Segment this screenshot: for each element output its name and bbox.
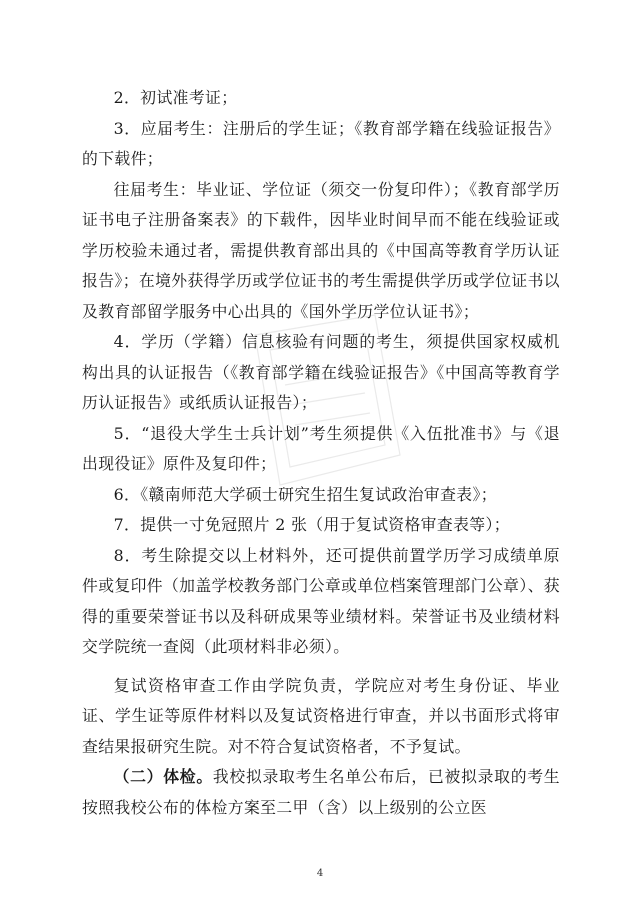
paragraph-item-8: 8．考生除提交以上材料外，还可提供前置学历学习成绩单原件或复印件（加盖学校教务部门公章或单位档案管理部门公章）、获得的重要荣誉证书以及科研成果等业绩材料。荣誉证书及业绩材料交学院统一查阅（此项材料非必须）。 xyxy=(82,545,561,656)
paragraph-item-5: 5．“退役大学生士兵计划”考生须提供《入伍批准书》与《退出现役证》原件及复印件； xyxy=(82,423,560,473)
document-body xyxy=(82,83,560,823)
paragraph-item-7: 7．提供一寸免冠照片 2 张（用于复试资格审查表等）； xyxy=(113,515,510,534)
paragraph-item-6: 6．《赣南师范大学硕士研究生招生复试政治审查表》； xyxy=(113,484,497,504)
paragraph-qualification-review: 复试资格审查工作由学院负责，学院应对考生身份证、毕业证、学生证等原件材料以及复试资格进行审查，并以书面形式将审查结果报研究生院。对不符合复试资格者，不予复试。 xyxy=(82,675,560,756)
paragraph-item-2: 2．初试准考证； xyxy=(113,88,238,107)
paragraph-item-4: 4．学历（学籍）信息核验有问题的考生，须提供国家权威机构出具的认证报告（《教育部学籍在线验证报告》《中国高等教育学历认证报告》或纸质认证报告）； xyxy=(82,332,560,412)
section-heading-physical-exam: （二）体检。 xyxy=(113,767,213,786)
page-number: 4 xyxy=(316,868,324,879)
paragraph-item-3: 3．应届考生：注册后的学生证；《教育部学籍在线验证报告》的下载件； xyxy=(82,118,560,168)
paragraph-physical-exam xyxy=(82,762,560,823)
paragraph-item-3-former-students: 往届考生：毕业证、学位证（须交一份复印件）；《教育部学历证书电子注册备案表》的下载件，因毕业时间早而不能在线验证或学历校验未通过者，需提供教育部出具的《中国高等教育学历认证报告》；在境外获得学历或学位证书的考生需提供学历或学位证书以及教育部留学服务中心出具的《国外学历学位认证书》； xyxy=(82,179,561,321)
paragraph-physical-exam-text: 我校拟录取考生名单公布后，已被拟录取的考生按照我校公布的体检方案至二甲（含）以上级别的公立医 xyxy=(82,767,560,817)
